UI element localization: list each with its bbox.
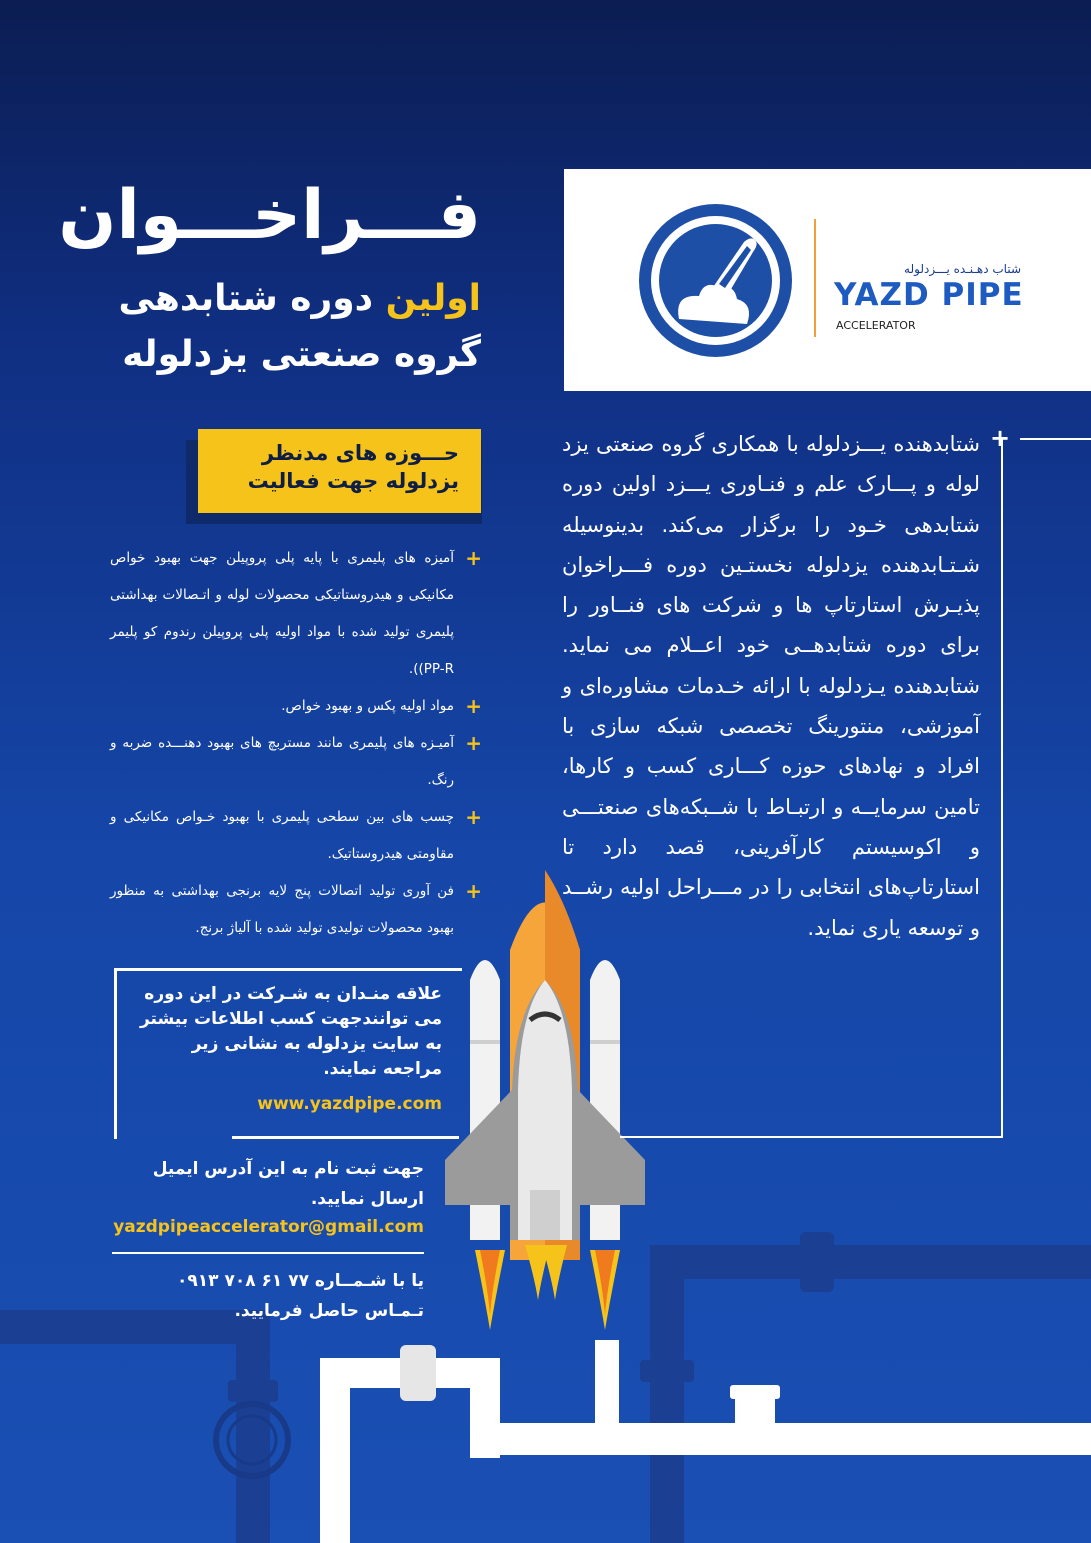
brand-accelerator: ACCELERATOR bbox=[836, 319, 916, 332]
register-text: جهت ثبت نام به این آدرس ایمیل ارسال نمایید. bbox=[152, 1159, 424, 1209]
plus-icon: + bbox=[465, 879, 482, 903]
intro-paragraph: شتابدهنده یـــزدلوله با همکاری گروه صنعتی یزد لوله و پـــارک علم و فنـاوری یـــزد اولین دوره شتابدهی خـود را برگزار می‌کند. بدینوسیله شـتـابدهنده یزدلوله نخستـین دوره فـــراخوان پذیـرش استارتاپ ها و شرکت های فنــاور را برای دوره شتابدهــی خود اعــلام می نماید. شتابدهنده یـزدلوله با ارائه خـدمات مشاوره‌ای و آموزشی، منتورینگ تخصصی شبکه سازی با افراد و نهادهای حوزه کـــاری کسب و کارها، تامین سرمایــه و ارتبـاط با شــبکه‌های صنعتـــی و اکوسیستم کارآفرینی، قصد دارد تا استارتاپ‌های انتخابی را در مـــراحل اولیه رشــد و توسعه یاری نماید. bbox=[562, 432, 980, 940]
list-item: + آمیزه های پلیمری با پایه پلی پروپیلن جهت بهبود خواص مکانیکی و هیدروستاتیکی محصولات لوله و اتـصالات بهداشتی پلیمری تولید شده با مواد اولیه پلی پروپیلن رندوم کو پلیمر PP-R)). bbox=[110, 540, 482, 688]
subtitle-line-1 bbox=[118, 278, 481, 319]
brand-subtitle: شتاب دهـنـده یـــزدلوله bbox=[904, 262, 1021, 276]
focus-line-1: حـــوزه های مدنظر bbox=[261, 441, 459, 465]
rocket-logo-icon bbox=[639, 204, 792, 357]
plus-icon: + bbox=[465, 731, 482, 755]
divider bbox=[112, 1252, 424, 1254]
focus-line-2: یزدلوله جهت فعالیت bbox=[247, 469, 459, 493]
paragraph-frame-line bbox=[1020, 438, 1091, 440]
logo-panel bbox=[564, 169, 1091, 391]
logo-divider bbox=[814, 219, 816, 337]
plus-icon: + bbox=[465, 694, 482, 718]
plus-icon: + bbox=[465, 546, 482, 570]
focus-areas-box bbox=[198, 429, 481, 513]
subtitle-line-2: گروه صنعتی یزدلوله bbox=[122, 334, 481, 375]
subtitle-rest: دوره شتابدهی bbox=[118, 278, 386, 319]
list-item: + مواد اولیه پکس و بهبود خواص. bbox=[110, 688, 482, 725]
page-title: فـــراخـــوان bbox=[58, 176, 481, 255]
info-text: علاقه منـدان به شـرکت در این دوره می توانندجهت کسب اطلاعات بیشتر به سایت یزدلوله به نشانی زیر مراجعه نمایند. bbox=[139, 984, 442, 1079]
subtitle-highlight: اولین bbox=[385, 278, 481, 319]
plus-icon: + bbox=[465, 805, 482, 829]
brand-name: YAZD PIPE bbox=[834, 277, 1024, 313]
list-item: + آمیـزه های پلیمری مانند مستربچ های بهبود دهنـــده ضربه و رنگ. bbox=[110, 725, 482, 799]
phone-text: یا با شـمــاره ۷۷ ۶۱ ۷۰۸ ۰۹۱۳ تـمـاس حاصل فرمایید. bbox=[177, 1271, 424, 1321]
email-link[interactable]: yazdpipeaccelerator@gmail.com bbox=[113, 1217, 424, 1237]
list-item: + فن آوری تولید اتصالات پنج لایه برنجی بهداشتی به منظور بهبود محصولات تولیدی تولید شده با آلیاژ برنج. bbox=[110, 873, 482, 947]
list-item: + چسب های بین سطحی پلیمری با بهبود خـواص مکانیکی و مقاومتی هیدروستاتیک. bbox=[110, 799, 482, 873]
website-link[interactable]: www.yazdpipe.com bbox=[257, 1094, 442, 1114]
focus-areas-list bbox=[110, 540, 482, 947]
plus-icon: + bbox=[990, 424, 1011, 452]
